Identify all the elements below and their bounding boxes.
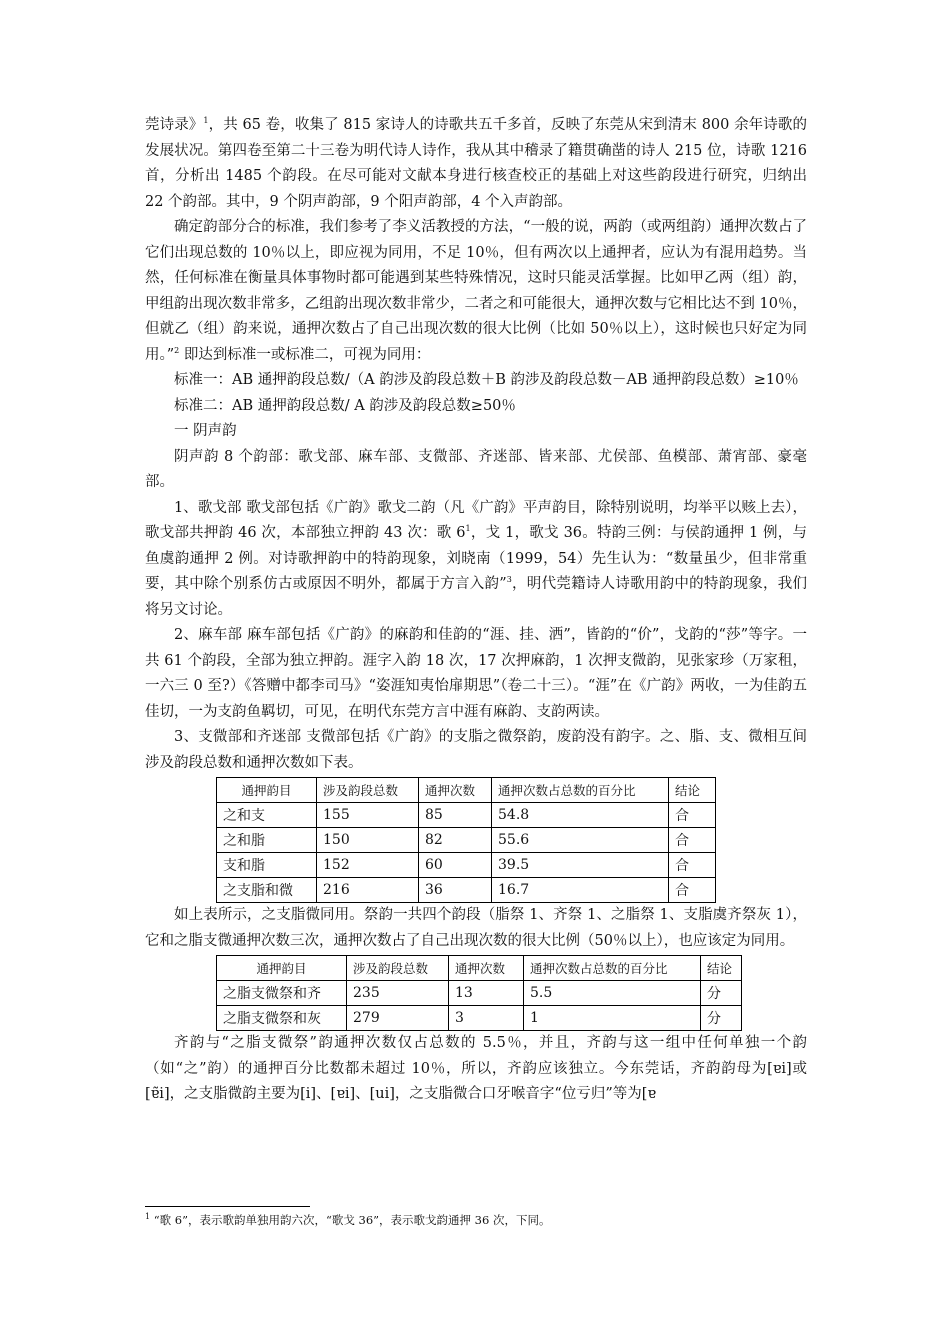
footnote-divider — [145, 1206, 310, 1207]
footnote-ref: 1 — [203, 116, 209, 126]
paragraph-criteria: 确定韵部分合的标准，我们参考了李义活教授的方法，“一般的说，两韵（或两组韵）通押次数占了它们出现总数的 10％以上，即应视为同用，不足 10％，但有两次以上通押者，应认为有混用趋势。当然，任何标准在衡量具体事物时都可能遇到某些特殊情况，这时只能灵活掌握。比如甲乙两（组）韵，甲组韵出现次数非常多，乙组韵出现次数非常少，二者之和可能很大，通押次数与它相比达不到 10％，但就乙（组）韵来说，通押次数占了自己出现次数的很大比例（比如 50％以上），这时候也只好定为同用。”$^2$ 即达到标准一或标准二，可视为同用： — [145, 219, 807, 363]
footnote-text: “歌 6”，表示歌韵单独用韵六次，“歌戈 36”，表示歌戈韵通押 36 次，下同。 — [153, 1213, 551, 1227]
footnote — [145, 1212, 825, 1228]
paragraph-gege: 1、歌戈部 歌戈部包括《广韵》歌戈二韵（凡《广韵》平声韵目，除特别说明，均举平以赅上去），歌戈部共押韵 46 次，本部独立押韵 43 次：歌 $6^1$，戈 1，歌戈 36。特韵三例：与侯韵通押 1 例，与鱼虞韵通押 2 例。对诗歌押韵中的特韵现象，刘晓南（1999，54）先生认为：“数量虽少，但非常重要，其中除个别系仿古或原因不明外，都属于方言入韵”$^3$，明代莞籍诗人诗歌用韵中的特韵现象，我们将另文讨论。 — [145, 499, 808, 618]
footnote-number: 1 — [145, 1212, 151, 1222]
table-header-cell: 涉及韵段总数 — [347, 956, 449, 981]
paragraph-mache: 2、麻车部 麻车部包括《广韵》的麻韵和佳韵的“涯、挂、洒”，皆韵的“价”，戈韵的“莎”等字。一共 61 个韵段，全部为独立押韵。涯字入韵 18 次，17 次押麻韵，1 次押支微韵，见张家珍（万家租，一六三 0 至?）《答赠中都李司马》“姿涯知夷怡扉期思”（卷二十三）。“涯”在《广韵》两收，一为佳韵五佳切，一为支韵鱼羁切，可见，在明代东莞方言中涯有麻韵、支韵两读。 — [145, 627, 807, 720]
table-header-cell: 通押次数 — [449, 956, 524, 981]
table-row: 之脂支微祭和齐 235 13 5.5 分 — [217, 981, 742, 1006]
table-row: 之支脂和微 216 36 16.7 合 — [217, 878, 716, 903]
paragraph-standard-two: 标准二：AB 通押韵段总数/ A 韵涉及韵段总数≥50％ — [174, 397, 516, 414]
table-header-cell: 涉及韵段总数 — [317, 778, 419, 803]
paragraph-zhiwei: 3、支微部和齐迷部 支微部包括《广韵》的支脂之微祭韵，废韵没有韵字。之、脂、支、微相互间涉及韵段总数和通押次数如下表。 — [145, 729, 807, 771]
paragraph-standard-one: 标准一：AB 通押韵段总数/（A 韵涉及韵段总数＋B 韵涉及韵段总数－AB 通押韵段总数）≥10％ — [174, 372, 799, 388]
paragraph-intro: 莞诗录》$^1$，共 65 卷，收集了 815 家诗人的诗歌共五千多首，反映了东莞从宋到清末 800 余年诗歌的发展状况。第四卷至第二十三卷为明代诗人诗作，我从其中稽录了籍贯确凿的诗人 215 位，诗歌 1216 首，分析出 1485 个韵段。在尽可能对文献本身进行核查校正的基础上对这些韵段进行研究，归纳出 22 个韵部。其中，9 个阴声韵部，9 个阳声韵部，4 个入声韵部。 — [145, 116, 807, 210]
table-row: 之和脂 150 82 55.6 合 — [217, 828, 716, 853]
rhyme-table-1 — [216, 777, 716, 903]
section-heading: 一 阴声韵 — [174, 423, 237, 439]
table-row: 支和脂 152 60 39.5 合 — [217, 853, 716, 878]
table-row: 之和支 155 85 54.8 合 — [217, 803, 716, 828]
table-header-cell: 结论 — [669, 778, 716, 803]
paragraph-yin-rhymes: 阴声韵 8 个韵部：歌戈部、麻车部、支微部、齐迷部、皆来部、尤侯部、鱼模部、萧宵部、豪毫部。 — [145, 448, 807, 490]
table-header-cell: 通押次数占总数的百分比 — [524, 956, 701, 981]
table-row: 之脂支微祭和灰 279 3 1 分 — [217, 1006, 742, 1031]
page-body — [145, 113, 807, 1108]
table-header-cell: 通押韵目 — [217, 778, 317, 803]
rhyme-table-2 — [216, 955, 742, 1031]
paragraph-table1-summary: 如上表所示，之支脂微同用。祭韵一共四个韵段（脂祭 1、齐祭 1、之脂祭 1、支脂虞齐祭灰 1），它和之脂支微通押次数三次，通押次数占了自己出现次数的很大比例（50％以上），也应该定为同用。 — [145, 907, 807, 949]
table-header-row — [217, 956, 742, 981]
footnote-ref: 2 — [174, 345, 180, 355]
table-header-cell: 通押次数 — [419, 778, 492, 803]
paragraph-qi-rhyme: 齐韵与“之脂支微祭”韵通押次数仅占总数的 5.5％，并且，齐韵与这一组中任何单独一个韵（如“之”韵）的通押百分比数都未超过 10％，所以，齐韵应该独立。今东莞话，齐韵韵母为[ɐi]或[ɐ̃i]，之支脂微韵主要为[i]、[ɐi]、[ui]，之支脂微合口牙喉音字“位亏归”等为[ɐ — [145, 1035, 807, 1102]
table-header-row — [217, 778, 716, 803]
table-header-cell: 结论 — [701, 956, 742, 981]
footnote-ref: 1 — [465, 524, 471, 534]
table-header-cell: 通押韵目 — [217, 956, 347, 981]
footnote-ref: 3 — [506, 575, 512, 585]
table-header-cell: 通押次数占总数的百分比 — [492, 778, 669, 803]
